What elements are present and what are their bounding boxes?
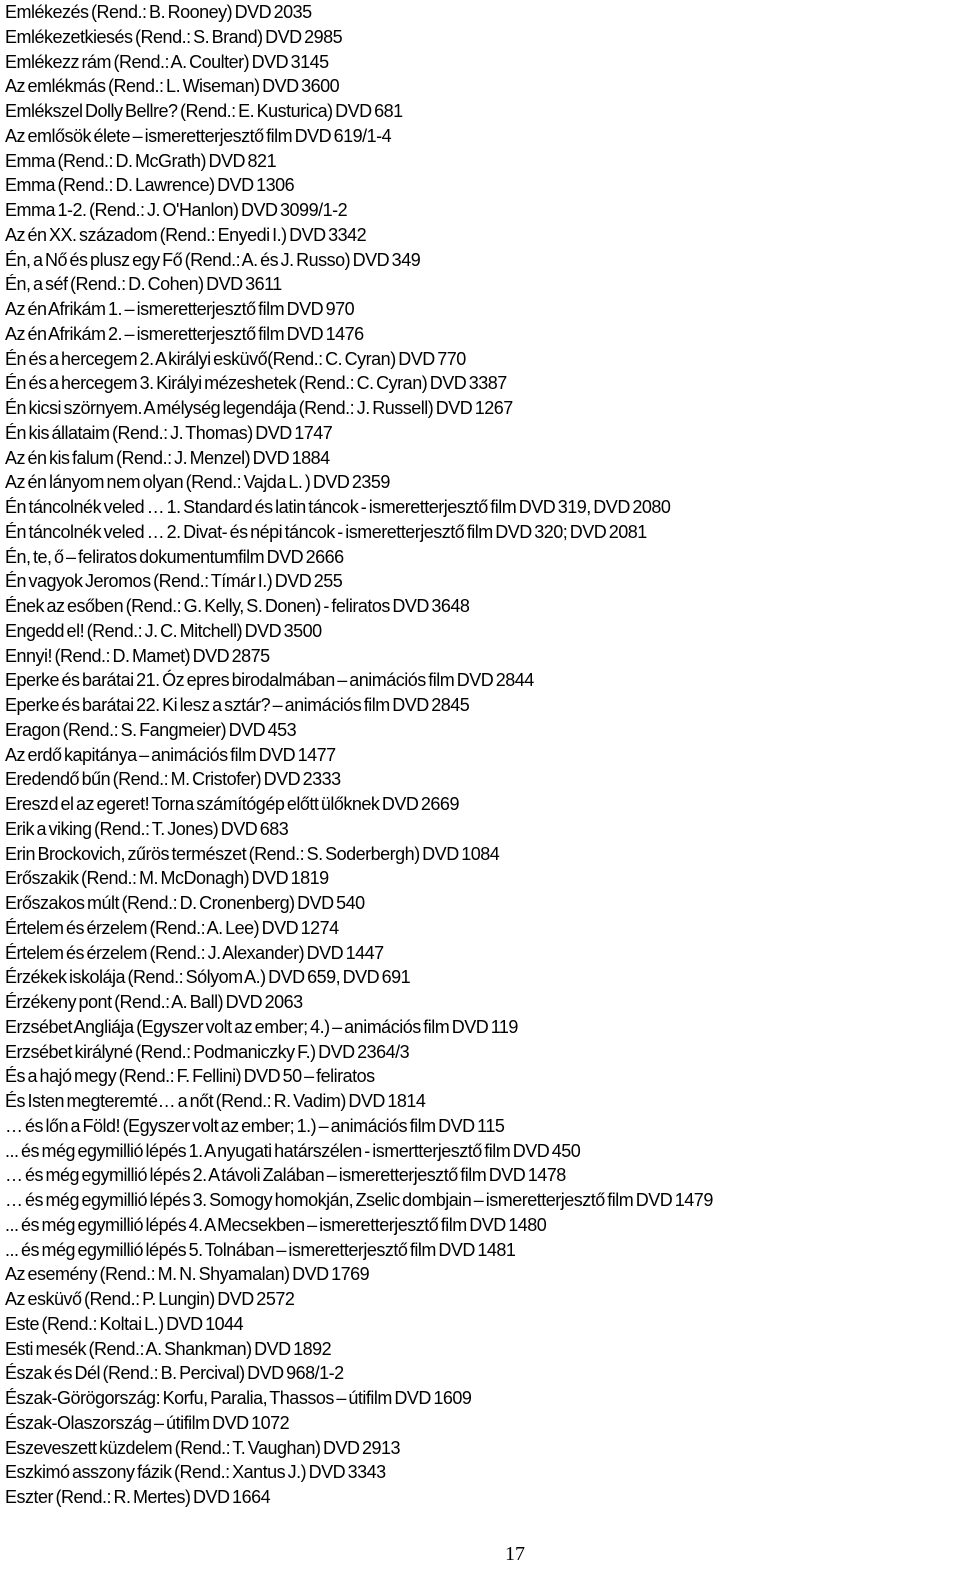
catalog-entry: Érzékek iskolája (Rend.: Sólyom A.) DVD 659, DVD 691 [5, 967, 411, 988]
catalog-entry: Én, a Nő és plusz egy Fő (Rend.: A. és J. Russo) DVD 349 [5, 249, 421, 270]
catalog-entry: ... és még egymillió lépés 5. Tolnában – ismeretterjesztő film DVD 1481 [5, 1239, 516, 1260]
catalog-entry: Ének az esőben (Rend.: G. Kelly, S. Donen) - feliratos DVD 3648 [5, 596, 470, 616]
catalog-entry: Az esküvő (Rend.: P. Lungin) DVD 2572 [5, 1289, 295, 1309]
catalog-entry: Eperke és barátai 22. Ki lesz a sztár? – animációs film DVD 2845 [5, 695, 470, 715]
catalog-entry: ... és még egymillió lépés 1. A nyugati határszélen - ismertterjesztő film DVD 450 [5, 1140, 581, 1161]
catalog-entry: Erőszakos múlt (Rend.: D. Cronenberg) DVD 540 [5, 893, 365, 913]
catalog-entry: Az esemény (Rend.: M. N. Shyamalan) DVD 1769 [5, 1264, 370, 1285]
catalog-entry: Észak-Görögország: Korfu, Paralia, Thassos – útifilm DVD 1609 [5, 1388, 472, 1408]
catalog-entry: Az erdő kapitánya – animációs film DVD 1477 [5, 744, 336, 765]
catalog-entry: Eperke és barátai 21. Óz epres birodalmában – animációs film DVD 2844 [5, 670, 534, 691]
catalog-entry: Én és a hercegem 3. Királyi mézeshetek (Rend.: C. Cyran) DVD 3387 [5, 373, 507, 394]
catalog-entry: Erik a viking (Rend.: T. Jones) DVD 683 [5, 818, 289, 839]
catalog-entry: És a hajó megy (Rend.: F. Fellini) DVD 50 – feliratos [5, 1066, 375, 1087]
page-number: 17 [505, 1543, 525, 1565]
catalog-entry: Én, te, ő – feliratos dokumentumfilm DVD 2666 [5, 546, 344, 567]
catalog-entry: Az emlékmás (Rend.: L. Wiseman) DVD 3600 [5, 76, 340, 97]
catalog-entry: Ereszd el az egeret! Torna számítógép előtt ülőknek DVD 2669 [5, 794, 459, 814]
catalog-entry: Emma (Rend.: D. McGrath) DVD 821 [5, 150, 277, 171]
catalog-entry: Emlékezetkiesés (Rend.: S. Brand) DVD 2985 [5, 26, 343, 47]
catalog-entry: … és még egymillió lépés 2. A távoli Zalában – ismeretterjesztő film DVD 1478 [5, 1165, 566, 1186]
catalog-entry: Ennyi! (Rend.: D. Mamet) DVD 2875 [5, 645, 270, 666]
catalog-entry: Értelem és érzelem (Rend.: A. Lee) DVD 1274 [5, 917, 339, 938]
catalog-entry: … és lőn a Föld! (Egyszer volt az ember; 1.) – animációs film DVD 115 [5, 1115, 505, 1136]
catalog-entry: Az én Afrikám 2. – ismeretterjesztő film DVD 1476 [5, 323, 364, 344]
catalog-entry: Én, a séf (Rend.: D. Cohen) DVD 3611 [5, 274, 282, 295]
catalog-entry: Emma (Rend.: D. Lawrence) DVD 1306 [5, 175, 295, 196]
catalog-entry: Eszter (Rend.: R. Mertes) DVD 1664 [5, 1487, 271, 1507]
catalog-entry: Emlékezés (Rend.: B. Rooney) DVD 2035 [5, 2, 312, 22]
catalog-entry: Az én lányom nem olyan (Rend.: Vajda L. ) DVD 2359 [5, 472, 390, 493]
catalog-entry: Este (Rend.: Koltai L.) DVD 1044 [5, 1313, 244, 1334]
catalog-entry: És Isten megteremté… a nőt (Rend.: R. Vadim) DVD 1814 [5, 1091, 426, 1111]
catalog-entry: Eragon (Rend.: S. Fangmeier) DVD 453 [5, 719, 297, 740]
catalog-entry: ... és még egymillió lépés 4. A Mecsekben – ismeretterjesztő film DVD 1480 [5, 1214, 547, 1235]
catalog-entry: Erzsébet királyné (Rend.: Podmaniczky F.) DVD 2364/3 [5, 1041, 410, 1062]
catalog-entry: … és még egymillió lépés 3. Somogy homokján, Zselic dombjain – ismeretterjesztő film DVD 1479 [5, 1190, 713, 1210]
catalog-entry: Emma 1-2. (Rend.: J. O'Hanlon) DVD 3099/1-2 [5, 200, 348, 220]
catalog-entry: Esti mesék (Rend.: A. Shankman) DVD 1892 [5, 1338, 332, 1359]
catalog-entry: Az én kis falum (Rend.: J. Menzel) DVD 1884 [5, 447, 330, 468]
catalog-entry: Emlékszel Dolly Bellre? (Rend.: E. Kusturica) DVD 681 [5, 101, 403, 121]
catalog-entry: Én táncolnék veled … 1. Standard és latin táncok - ismeretterjesztő film DVD 319, DVD 2080 [5, 497, 671, 517]
catalog-entry: Érzékeny pont (Rend.: A. Ball) DVD 2063 [5, 992, 303, 1012]
catalog-entry: Erin Brockovich, zűrös természet (Rend.: S. Soderbergh) DVD 1084 [5, 843, 500, 864]
catalog-entry: Észak és Dél (Rend.: B. Percival) DVD 968/1-2 [5, 1363, 344, 1384]
catalog-entry: Én kicsi szörnyem. A mélység legendája (Rend.: J. Russell) DVD 1267 [5, 398, 513, 418]
catalog-entry: Engedd el! (Rend.: J. C. Mitchell) DVD 3500 [5, 620, 322, 641]
catalog-entry: Eszkimó asszony fázik (Rend.: Xantus J.) DVD 3343 [5, 1462, 386, 1483]
catalog-entry: Erőszakik (Rend.: M. McDonagh) DVD 1819 [5, 868, 329, 889]
catalog-entry: Emlékezz rám (Rend.: A. Coulter) DVD 3145 [5, 51, 329, 72]
catalog-entry: Az én Afrikám 1. – ismeretterjesztő film DVD 970 [5, 299, 355, 319]
catalog-entry: Az én XX. századom (Rend.: Enyedi I.) DVD 3342 [5, 224, 367, 245]
catalog-entry: Észak-Olaszország – útifilm DVD 1072 [5, 1412, 290, 1433]
catalog-entry: Eredendő bűn (Rend.: M. Cristofer) DVD 2333 [5, 769, 341, 790]
catalog-entry: Az emlősök élete – ismeretterjesztő film DVD 619/1-4 [5, 125, 392, 146]
catalog-entry: Én táncolnék veled … 2. Divat- és népi táncok - ismeretterjesztő film DVD 320; DVD 2081 [5, 521, 647, 542]
dvd-catalog-list [5, 0, 957, 1510]
catalog-entry: Erzsébet Angliája (Egyszer volt az ember; 4.) – animációs film DVD 119 [5, 1016, 518, 1037]
catalog-entry: Én kis állataim (Rend.: J. Thomas) DVD 1747 [5, 422, 333, 443]
catalog-entry: Értelem és érzelem (Rend.: J. Alexander) DVD 1447 [5, 942, 384, 963]
catalog-entry: Eszeveszett küzdelem (Rend.: T. Vaughan) DVD 2913 [5, 1437, 401, 1458]
catalog-entry: Én és a hercegem 2. A királyi esküvő(Rend.: C. Cyran) DVD 770 [5, 348, 466, 369]
catalog-entry: Én vagyok Jeromos (Rend.: Tímár I.) DVD 255 [5, 571, 343, 592]
